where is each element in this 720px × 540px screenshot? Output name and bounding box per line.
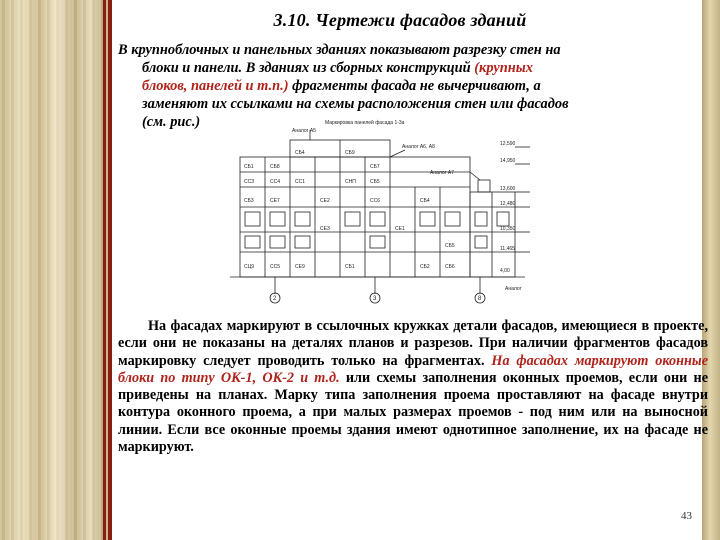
intro-line-3: блоков, панелей и т.п.) фрагменты фасада не вычерчивают, а xyxy=(142,78,541,94)
panel-mark: СС1 xyxy=(295,179,306,185)
panel-mark: СБ6 xyxy=(445,264,455,270)
leader-label: Аналог А5 xyxy=(292,128,316,134)
panel-mark: СЕ1 xyxy=(395,226,405,232)
panel-mark: СЦ9 xyxy=(244,264,255,270)
bottom-label: Аналог xyxy=(505,286,522,292)
panel-mark: СБ7 xyxy=(370,164,380,170)
elevation-label: 12,590 xyxy=(500,141,516,147)
page-number: 43 xyxy=(681,510,692,522)
intro-line-1: В крупноблочных и панельных зданиях показывают разрезку стен на xyxy=(118,42,561,58)
intro-line-5: (см. рис.) xyxy=(142,114,201,130)
panel-mark: СБ5 xyxy=(445,243,455,249)
drawing-heading: Маркировка панелей фасада 1-3а xyxy=(325,120,405,126)
panel-mark: СС4 xyxy=(270,179,281,185)
intro-red-fragment-2: блоков, панелей и т.п.) xyxy=(142,78,289,94)
panel-mark: СБ2 xyxy=(420,264,430,270)
leader-label: Аналог А6, А8 xyxy=(402,144,435,150)
decorative-left-band xyxy=(0,0,103,540)
axis-label: 8 xyxy=(478,296,482,302)
panel-mark: ССЗ xyxy=(244,179,255,185)
body-text-part-2: или схемы заполнения оконных проемов, если они не приведены на планах. Марку типа заполнения проема проставляют на фасаде внутри контура оконного проема, а при малых размерах проемов - под ним или на выносной линии. Если все оконные проемы здания имеют однотипное заполнение, их на фасаде не маркируют. xyxy=(118,369,709,456)
intro-line-4: заменяют их ссылками на схемы расположения стен или фасадов xyxy=(142,96,569,112)
intro-red-fragment-1: (крупных xyxy=(474,60,533,76)
intro-line-2: блоки и панели. В зданиях из сборных конструкций (крупных xyxy=(142,60,533,76)
leader-label: Аналог А7 xyxy=(430,170,454,176)
panel-mark: СБ8 xyxy=(270,164,280,170)
slide-title: 3.10. Чертежи фасадов зданий xyxy=(273,10,527,30)
elevation-label: 14,950 xyxy=(500,158,516,164)
decorative-right-band xyxy=(702,0,720,540)
elevation-label: 10,350 xyxy=(500,226,516,232)
panel-mark: СБ4 xyxy=(295,150,305,156)
panel-mark: СБ3 xyxy=(244,198,254,204)
panel-mark: СЕ9 xyxy=(295,264,305,270)
panel-mark: СБ1 xyxy=(244,164,254,170)
body-red-text: На фасадах маркируют оконные блоки по типу ОК-1, ОК-2 и т.д. xyxy=(118,352,708,386)
panel-mark: СБ5 xyxy=(370,179,380,185)
axis-label: 3 xyxy=(373,296,377,302)
panel-mark: СБ9 xyxy=(345,150,355,156)
axis-label: 2 xyxy=(273,296,277,302)
panel-mark: СБ4 xyxy=(420,198,430,204)
panel-mark: СС5 xyxy=(270,264,281,270)
panel-mark: СЕ3 xyxy=(320,226,330,232)
body-paragraph xyxy=(118,318,708,456)
panel-mark: СБ1 xyxy=(345,264,355,270)
elevation-label: 4,00 xyxy=(500,268,510,274)
elevation-label: 11,465 xyxy=(500,246,515,252)
facade-drawing xyxy=(230,112,535,312)
elevation-label: 13,600 xyxy=(500,186,516,192)
panel-mark: СС6 xyxy=(370,198,381,204)
elevation-label: 12,480 xyxy=(500,201,516,207)
panel-mark: СЕ7 xyxy=(270,198,280,204)
panel-mark: СНП xyxy=(345,179,356,185)
decorative-red-rule xyxy=(103,0,112,540)
panel-mark: СЕ2 xyxy=(320,198,330,204)
body-text-part-1: На фасадах маркируют в ссылочных кружках детали фасадов, имеющиеся в проекте, если они не показаны на деталях планов и разрезов. При наличии фрагментов фасадов маркировку следует проводить только на фрагментах. xyxy=(118,318,708,369)
